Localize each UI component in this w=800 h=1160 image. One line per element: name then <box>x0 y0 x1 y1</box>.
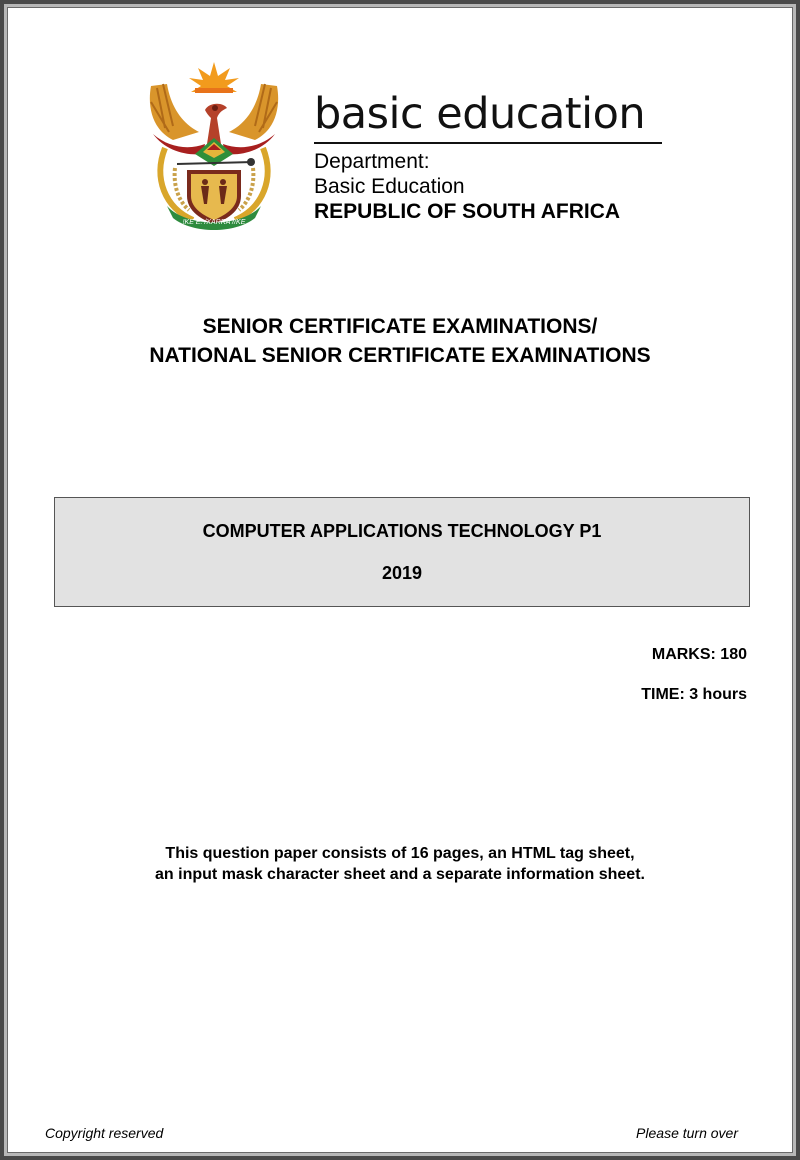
country-name: REPUBLIC OF SOUTH AFRICA <box>314 200 621 223</box>
paper-info-line-1: This question paper consists of 16 pages, an HTML tag sheet, <box>165 845 635 862</box>
south-africa-coat-of-arms-icon <box>143 58 285 230</box>
knobkierie-icon <box>247 158 255 166</box>
wheat-left-icon <box>175 168 189 210</box>
svg-text:!KE E: /XARRA //KE: !KE E: /XARRA //KE <box>182 219 246 226</box>
department-name: Basic Education <box>314 175 465 198</box>
time-allowed: TIME: 3 hours <box>641 686 747 703</box>
subject-box <box>54 497 750 607</box>
paper-info-line-2: an input mask character sheet and a separate information sheet. <box>155 866 645 883</box>
wheat-right-icon <box>239 168 253 210</box>
department-label: Department: <box>314 150 430 173</box>
logo-title: basic education <box>314 89 646 139</box>
paper-info <box>0 843 800 885</box>
exam-heading-line-2: NATIONAL SENIOR CERTIFICATE EXAMINATIONS <box>149 344 651 367</box>
footer-turn-over: Please turn over <box>636 1125 738 1141</box>
marks-total: MARKS: 180 <box>651 646 747 663</box>
subject-title: COMPUTER APPLICATIONS TECHNOLOGY P1 <box>202 521 602 541</box>
shield-icon <box>187 170 241 224</box>
secretary-bird-icon <box>205 104 227 144</box>
department-branding <box>314 88 662 224</box>
exam-heading <box>0 312 800 370</box>
exam-heading-line-1: SENIOR CERTIFICATE EXAMINATIONS/ <box>202 315 598 338</box>
footer-copyright: Copyright reserved <box>45 1125 164 1141</box>
exam-year: 2019 <box>381 563 423 583</box>
spear-icon <box>177 162 253 164</box>
logo-rule <box>314 142 662 144</box>
sun-icon <box>189 62 239 93</box>
